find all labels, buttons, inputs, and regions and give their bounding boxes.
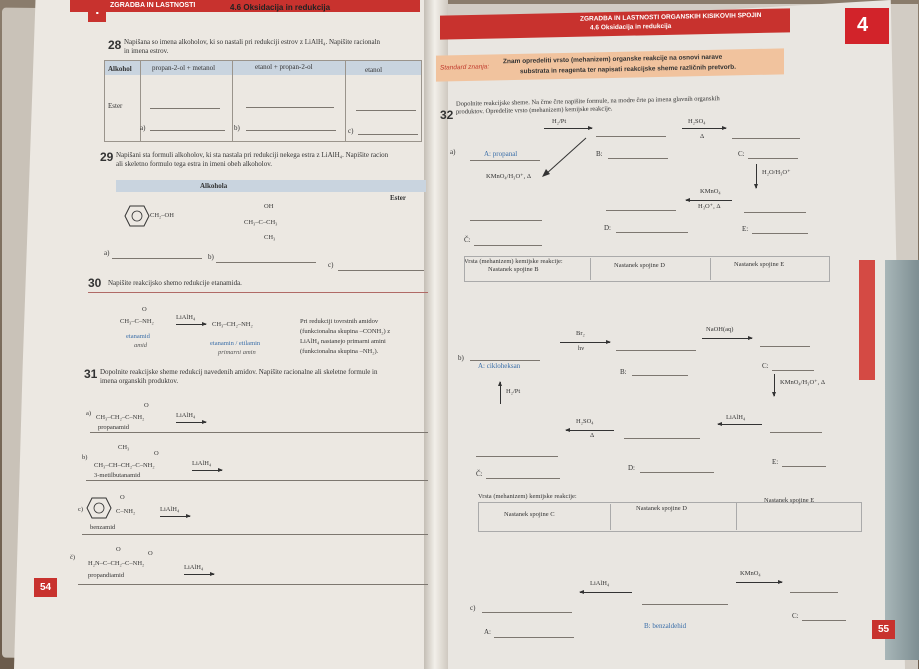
ex32a-r2b: Δ [700,133,705,140]
ex29-answer-b: b) [208,253,214,261]
ex32b-start: A: cikloheksan [478,362,521,370]
reaction-arrow [560,342,610,343]
carbonyl-o: O [116,546,121,553]
ex32a-label: a) [450,148,456,156]
ex30-note-line: (funkcionalna skupina –CONH₂) z [300,328,391,335]
ex31-a-reagent: LiAlH₄ [176,412,196,419]
answer-line[interactable] [482,612,572,613]
reaction-arrow [682,128,726,129]
ex28-number: 28 [108,38,122,52]
ex29-header-alkohola: Alkohola [200,182,228,190]
ex32a-mech-label: Vrsta (mehanizem) kemijske reakcije: [464,258,563,265]
carbonyl-o: O [154,450,159,457]
table-divider [232,60,233,142]
ex28-header-col3: etanol [365,66,383,74]
answer-line[interactable] [78,584,428,585]
answer-line[interactable] [802,620,846,621]
answer-line[interactable] [770,432,822,433]
ex31-cc-reagent: LiAlH₄ [184,564,204,571]
ex29-formula2-oh: OH [264,203,274,210]
ex30-product-class: primarni amin [218,349,256,356]
reaction-arrow [160,516,190,517]
ex32b-B: B: [620,368,627,376]
ex32c-A: A: [484,628,491,636]
answer-line[interactable] [470,160,540,161]
ex32b-D: D: [628,464,635,472]
left-header-band: ZGRADBA IN LASTNOSTI [70,0,420,12]
ex32b-r2: NaOH(aq) [706,326,734,333]
ex32b-col3: Nastanek spojine E [764,497,815,504]
ex29-formula2-ch3: CH₃ [264,234,276,241]
answer-line[interactable] [748,158,798,159]
answer-line[interactable] [640,472,714,473]
standard-text: Znam opredeliti vrsto (mehanizem) organske reakcije na osnovi narave [502,53,723,66]
ex32a-r5b: H₃O⁺, Δ [698,203,721,210]
answer-line[interactable] [624,438,700,439]
ex32a-Cc: Č: [464,236,471,244]
ex32a-r2: H₂SO₄ [688,118,706,125]
table-divider [345,60,346,142]
ex32b-r6: LiAlH₄ [726,414,746,421]
ex32b-r1: Br₂ [576,330,585,337]
answer-line[interactable] [616,350,696,351]
answer-line[interactable] [782,466,826,467]
standard-text2: substrata in reagenta ter napisati reakcijske sheme različnih pretvorb. [519,63,737,76]
answer-line [246,107,334,108]
ex28-header-alkohol: Alkohol [108,65,132,73]
answer-line[interactable] [596,136,666,137]
answer-line[interactable] [112,258,202,259]
ex32a-r5: KMnO₄ [700,188,721,195]
ex30-number: 30 [88,276,102,290]
answer-line[interactable] [82,534,428,535]
ex32b-r5: H₂SO₄ [576,418,594,425]
answer-line[interactable] [752,233,808,234]
ex30-product-name: etanamin / etilamin [210,340,261,347]
ex31-c-name: benzamid [90,524,116,531]
ex32a-D: D: [604,224,611,232]
left-page-number: 54 [34,578,57,597]
reaction-arrow [176,324,206,325]
ex29-header-ester: Ester [390,194,406,202]
ex29-answer-c: c) [328,261,334,269]
answer-line[interactable] [476,456,558,457]
ex29-answer-a: a) [104,249,110,257]
answer-line[interactable] [494,637,574,638]
ex30-reactant-o: O [142,306,147,313]
table-divider [590,258,591,280]
ex31-b-name: 3-metilbutanamid [94,472,141,479]
ex32b-label: b) [458,354,464,362]
ex30-note-line: (funkcionalna skupina –NH₂). [300,348,379,355]
ex28-answer-a: a) [140,124,146,132]
ex32b-mech-label: Vrsta (mehanizem) kemijske reakcije: [478,493,577,500]
answer-line[interactable] [246,130,336,131]
ex30-text: Napišite reakcijsko shemo redukcije etanamida. [108,279,242,287]
reaction-arrow [718,424,762,425]
answer-line[interactable] [760,346,810,347]
ex29-text2: ali skeletno formulo tega estra in imeni obeh alkoholov. [116,160,273,168]
reaction-arrow [192,470,222,471]
ex32c-label: c) [470,604,476,612]
answer-line[interactable] [608,158,668,159]
answer-line[interactable] [616,232,688,233]
answer-line[interactable] [470,220,542,221]
ex32a-E: E: [742,225,749,233]
ex31-cc-name: propandiamid [88,572,125,579]
answer-line[interactable] [744,212,806,213]
reaction-arrow [736,582,782,583]
answer-line[interactable] [86,480,428,481]
ex31-text: Dopolnite reakcijske sheme redukcij navedenih amidov. Napišite racionalne ali skeletne formule in [100,368,378,376]
ex32b-r3: KMnO₄/H₃O⁺, Δ [780,379,826,386]
ex31-number: 31 [84,367,98,381]
right-chapter-tab: 4 [845,8,889,44]
reaction-arrow [544,128,592,129]
ex31-a-formula: CH₃–CH₂–C–NH₂ [96,414,145,421]
ex32b-col1: Nastanek spojine C [504,511,555,518]
ex32b-Cc: Č: [476,470,483,478]
carbonyl-o: O [148,550,153,557]
benzene-ring-icon [124,204,150,228]
answer-line[interactable] [790,592,838,593]
ex32c-C: C: [792,612,799,620]
answer-line[interactable] [632,375,688,376]
ex32-text2: produktov. Opredelite vrsto (mehanizem) kemijske reakcije. [455,105,613,116]
ex31-a-label: a) [86,410,92,417]
ex31-c-label: c) [78,506,84,513]
ex28-row-ester: Ester [108,102,123,110]
ex31-b-label: b) [82,454,88,461]
red-edge-marker [859,260,875,380]
ex31-c-reagent: LiAlH₄ [160,506,180,513]
ex32a-C: C: [738,150,745,158]
methyl-branch: CH₃ [118,444,130,451]
ex32b-r4: H₂/Pt [506,388,521,395]
carbonyl-o: O [144,402,149,409]
ex32a-col1: Nastanek spojine B [488,266,539,273]
answer-line[interactable] [474,245,542,246]
ex31-cc-formula: H₂N–C–CH₂–C–NH₂ [88,560,145,567]
ex29-formula1: CH₂–OH [150,212,174,219]
ex28-text: Napišana so imena alkoholov, ki so nastali pri redukciji estrov z LiAlH₄. Napišite racionaln [124,38,381,46]
ex30-reagent: LiAlH₄ [176,314,196,321]
ex32a-col2: Nastanek spojine D [614,262,665,269]
ex28-text2: in imena estrov. [124,47,169,55]
answer-line[interactable] [90,432,428,433]
answer-line[interactable] [606,210,676,211]
ex32b-E: E: [772,458,779,466]
page-edge-strip [885,260,919,660]
answer-line[interactable] [150,130,225,131]
reaction-arrow [702,338,752,339]
ex31-text2: imena organskih produktov. [100,377,179,385]
ex32b-col2: Nastanek spojine D [636,505,687,512]
ex31-cc-label: č) [70,554,76,561]
ex32-number: 32 [440,108,454,122]
ex30-product: CH₃–CH₂–NH₂ [212,321,253,328]
ex32b-r5b: Δ [590,432,595,439]
ex30-rule [88,292,428,293]
reaction-arrow [184,574,214,575]
ex32a-r3: KMnO₄/H₃O⁺, Δ [486,173,532,180]
benzene-ring-icon [86,496,112,520]
ex28-header-col1: propan-2-ol + metanol [152,64,216,72]
answer-line[interactable] [470,360,540,361]
ex32a-r1: H₂/Pt [552,118,567,125]
table-divider [710,258,711,280]
ex32a-B: B: [596,150,603,158]
answer-line[interactable] [338,270,424,271]
ex32c-r1: LiAlH₄ [590,580,610,587]
reaction-arrow [774,374,775,396]
reaction-arrow [580,592,632,593]
diagonal-arrow [540,136,588,178]
answer-line[interactable] [642,604,728,605]
ex32b-r1b: hν [578,345,585,352]
right-header-band: ZGRADBA IN LASTNOSTI ORGANSKIH KISIKOVIH SPOJIN 4.6 Oksidacija in redukcija [440,8,790,39]
answer-line [150,108,220,109]
ex32c-B: B: benzaldehid [644,622,687,630]
ex28-header-col2: etanol + propan-2-ol [255,63,313,71]
ex28-answer-c: c) [348,127,354,135]
answer-line[interactable] [358,134,418,135]
ex32a-start: A: propanal [484,150,518,158]
ex28-answer-b: b) [234,124,240,132]
answer-line[interactable] [216,262,316,263]
ex29-formula2: CH₃–C–CH₃ [244,219,278,226]
ex32b-C: C: [762,362,769,370]
ex30-reactant-class: amid [134,342,147,349]
answer-line[interactable] [732,138,800,139]
ex29-table-header [116,180,426,192]
ex31-b-reagent: LiAlH₄ [192,460,212,467]
book-spine [424,0,448,669]
reaction-arrow [566,430,614,431]
carbonyl-o: O [120,494,125,501]
ex29-text: Napišani sta formuli alkoholov, ki sta nastala pri redukciji nekega estra z LiAlH₄. Napišite racion [116,151,389,159]
answer-line[interactable] [486,478,560,479]
ex32-text: Dopolnite reakcijske sheme. Na črne črte napišite formule, na modre črte pa imena glavnih organskih [455,95,720,108]
ex30-reactant-name: etanamid [126,333,150,340]
ex32a-r4: H₂O/H₃O⁺ [762,169,791,176]
table-divider [610,504,611,530]
ex32a-col3: Nastanek spojine E [734,261,785,268]
answer-line[interactable] [772,370,814,371]
left-section-title: 4.6 Oksidacija in redukcija [230,3,331,12]
right-page-number: 55 [872,620,895,639]
reaction-arrow [500,382,501,404]
ex31-c-formula: C–NH₂ [116,508,136,515]
standard-label: Standard znanja: [439,63,490,72]
reaction-arrow [756,164,757,188]
ex32c-r2: KMnO₄ [740,570,761,577]
reaction-arrow [686,200,732,201]
ex29-number: 29 [100,150,114,164]
ex31-a-name: propanamid [98,424,130,431]
reaction-arrow [176,422,206,423]
table-divider [736,502,737,530]
ex30-reactant: CH₃–C–NH₂ [120,318,154,325]
ex30-note-line: LiAlH₄ nastanejo primarni amini [300,338,386,345]
answer-line [356,110,416,111]
ex31-b-formula: CH₃–CH–CH₂–C–NH₂ [94,462,155,469]
ex30-note-line: Pri redukciji tovrstnih amidov [300,318,379,325]
